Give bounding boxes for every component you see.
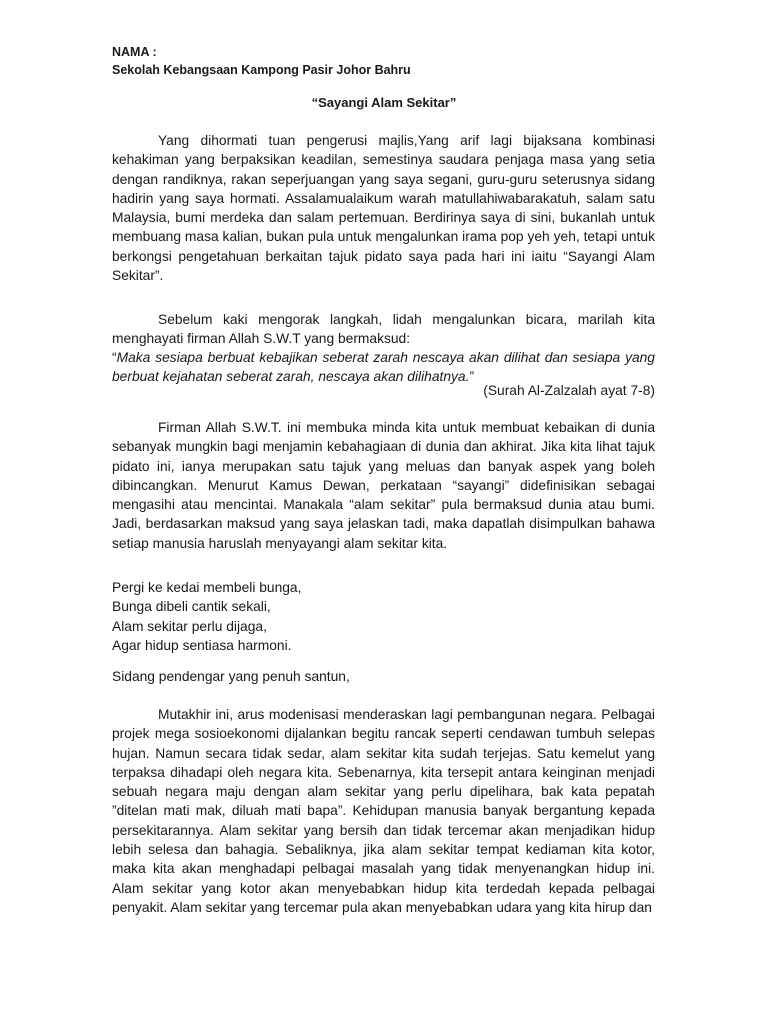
paragraph-modernisation: Mutakhir ini, arus modenisasi menderaskan lagi pembangunan negara. Pelbagai projek mega sosioekonomi dijalankan begitu rancak seperti cendawan tumbuh selepas hujan. Namun secara tidak sedar, alam sekitar kita sudah terjejas. Satu kemelut yang terpaksa dihadapi oleh negara kita. Sebenarnya, kita tersepit antara keinginan menjadi sebuah negara maju dengan alam sekitar yang perlu dipelihara, bak kata pepatah ”ditelan mati mak, diluah mati bapa”. Kehidupan manusia banyak bergantung kepada persekitarannya. Alam sekitar yang bersih dan tidak tercemar akan menjadikan hidup lebih selesa dan bahagia. Sebaliknya, jika alam sekitar tempat kediaman kita kotor, maka kita akan menghadapi pelbagai masalah yang tidak menyenangkan hidup ini. Alam sekitar yang kotor akan menyebabkan hidup kita terdedah kepada pelbagai penyakit. Alam sekitar yang tercemar pula akan menyebabkan udara yang kita hirup dan <box>112 707 655 915</box>
pantun-line: Bunga dibeli cantik sekali, <box>112 599 271 615</box>
pantun <box>112 578 655 655</box>
paragraph-opening: Yang dihormati tuan pengerusi majlis,Yang arif lagi bijaksana kombinasi kehakiman yang berpaksikan keadilan, semestinya saudara penjaga masa yang setia dengan randiknya, rakan seperjuangan yang saya segani, guru-guru seterusnya sidang hadirin yang saya hormati. Assalamualaikum warah matullahiwabarakatuh, salam satu Malaysia, bumi merdeka dan salam pertemuan. Berdirinya saya di sini, bukanlah untuk membuang masa kalian, bukan pula untuk mengalunkan irama pop yeh yeh, tetapi untuk berkongsi pengetahuan berkaitan tajuk pidato saya pada hari ini iaitu “Sayangi Alam Sekitar”. <box>112 133 655 284</box>
paragraph-definition: Firman Allah S.W.T. ini membuka minda kita untuk membuat kebaikan di dunia sebanyak mungkin bagi menjamin kebahagiaan di dunia dan akhirat. Jika kita lihat tajuk pidato ini, ianya merupakan satu tajuk yang meluas dan banyak aspek yang boleh dibincangkan. Menurut Kamus Dewan, perkataan “sayangi” didefinisikan sebagai mengasihi atau mencintai. Manakala “alam sekitar” pula bermaksud dunia atau bumi. Jadi, berdasarkan maksud yang saya jelaskan tadi, maka dapatlah disimpulkan bahawa setiap manusia haruslah menyayangi alam sekitar kita. <box>112 420 655 551</box>
quote-open-mark: “ <box>112 350 117 365</box>
salutation: Sidang pendengar yang penuh santun, <box>112 669 350 684</box>
name-label: NAMA : <box>112 45 157 59</box>
quote-citation: (Surah Al-Zalzalah ayat 7-8) <box>483 383 655 398</box>
quote-close-mark: ” <box>469 369 475 385</box>
quote-text: Maka sesiapa berbuat kebajikan seberat zarah nescaya akan dilihat dan sesiapa yang berbuat kejahatan seberat zarah, nescaya akan dilihatnya. <box>112 350 655 385</box>
pantun-line: Agar hidup sentiasa harmoni. <box>112 637 292 653</box>
pantun-line: Alam sekitar perlu dijaga, <box>112 618 267 634</box>
speech-title: “Sayangi Alam Sekitar” <box>311 95 457 110</box>
school-name: Sekolah Kebangsaan Kampong Pasir Johor Bahru <box>112 63 411 77</box>
pantun-line: Pergi ke kedai membeli bunga, <box>112 580 302 595</box>
paragraph-intro-verse: Sebelum kaki mengorak langkah, lidah mengalunkan bicara, marilah kita menghayati firman Allah S.W.T yang bermaksud: <box>112 312 655 347</box>
